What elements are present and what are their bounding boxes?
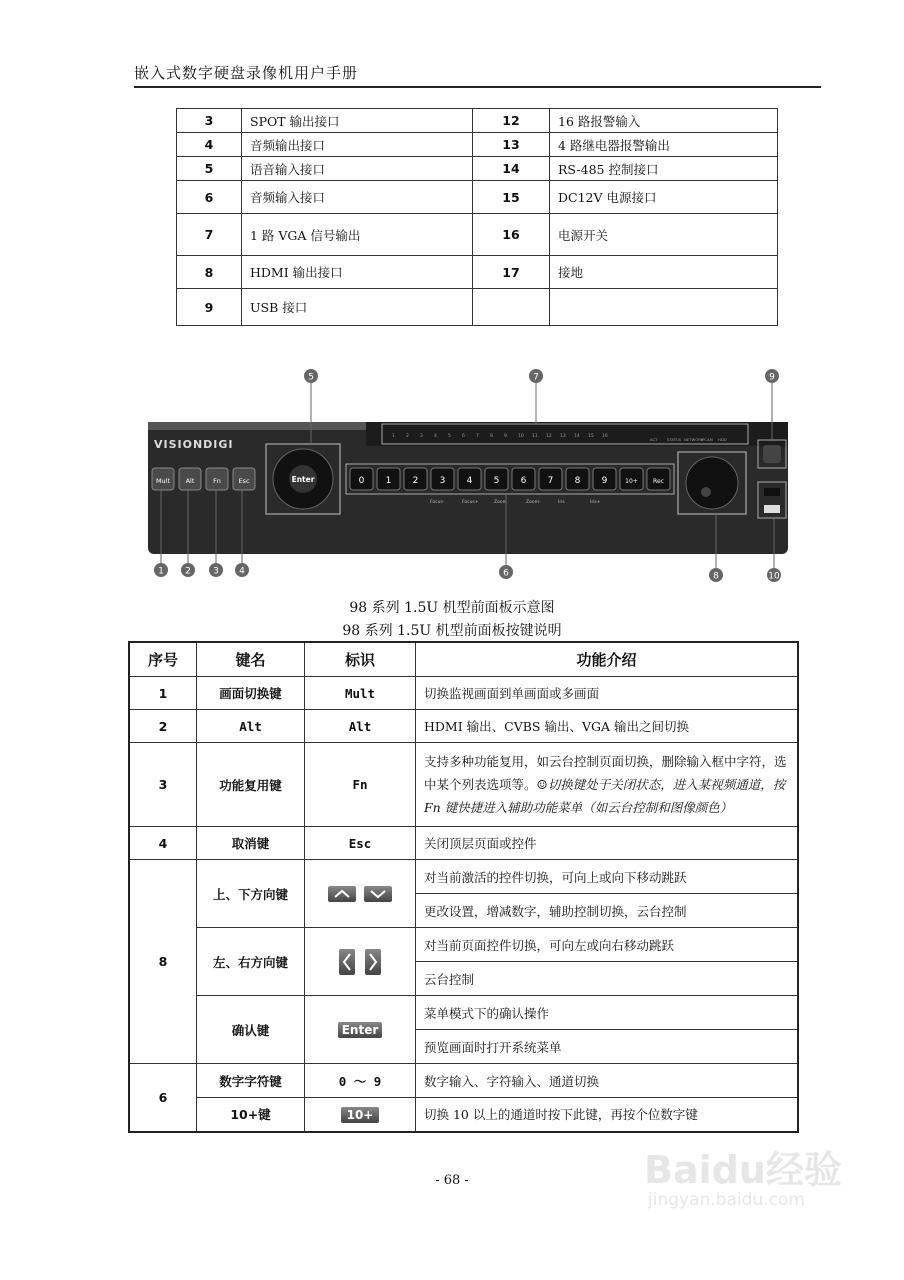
port-number: 16 [473,214,550,256]
callout-number: 1 [158,566,164,577]
watermark-url: jingyan.baidu.com [648,1190,805,1210]
func-label: Focus- [430,500,445,505]
tenplus-key-icon: 10+ [341,1107,380,1123]
jog-wheel [686,457,738,509]
led-label: 16 [602,434,608,439]
port-number: 7 [177,214,242,256]
header-rule [134,86,821,88]
led-label: 7 [476,434,479,439]
row-desc: 预览画面时打开系统菜单 [416,1030,799,1064]
leftright-key-image [305,928,416,996]
front-panel-illustration [130,360,790,590]
number-key-label: 8 [574,476,581,486]
table-row [129,1064,798,1098]
port-name: 音频输出接口 [242,133,473,157]
row-name: 数字字符键 [197,1064,305,1098]
number-key-label: 6 [520,476,527,486]
row-desc: 切换 10 以上的通道时按下此键，再按个位数字键 [416,1098,799,1132]
table-row [129,710,798,743]
led-label: 3 [420,434,423,439]
table-row [129,928,798,962]
func-label: Zoom- [526,500,541,505]
header-desc: 功能介绍 [416,642,799,677]
row-no: 1 [129,677,197,710]
watermark-brand: Baidu经验 [644,1148,842,1192]
jog-knob [701,487,711,497]
row-no: 2 [129,710,197,743]
led-label: 15 [588,434,594,439]
number-key-label: 9 [601,476,608,486]
row-desc: 对当前激活的控件切换，可向上或向下移动跳跃 [416,860,799,894]
table-row [177,133,778,157]
port-name: SPOT 输出接口 [242,109,473,133]
table-row [177,157,778,181]
table-row [129,743,798,827]
led-label: 13 [560,434,566,439]
func-label: Zoom [494,500,507,505]
port-name: 16 路报警输入 [550,109,778,133]
led-label: 1 [392,434,395,439]
led-label: 2 [406,434,409,439]
arrow-right-icon [365,949,381,975]
led-label: 12 [546,434,552,439]
port-number [473,289,550,326]
port-name: RS-485 控制接口 [550,157,778,181]
status-label: ACT [650,437,658,442]
number-key-label: 0 [358,476,365,486]
row-desc [416,743,799,827]
power-button [763,445,781,463]
row-no: 8 [129,860,197,1064]
port-number: 17 [473,256,550,289]
callout-number: 6 [503,568,509,579]
port-number: 13 [473,133,550,157]
number-key-label: 7 [547,476,554,486]
table-row [129,996,798,1030]
port-number: 4 [177,133,242,157]
arrow-up-icon [328,886,356,902]
led-label: 5 [448,434,451,439]
callout-number: 8 [713,571,719,582]
arrow-left-icon [339,949,355,975]
number-key-label: 5 [493,476,500,486]
brand-logo: VISIONDIGI [154,438,234,451]
port-name [550,289,778,326]
page-number: - 68 - [435,1173,469,1188]
row-name: 左、右方向键 [197,928,305,996]
row-name: 取消键 [197,827,305,860]
led-label: 9 [504,434,507,439]
port-name: 音频输入接口 [242,181,473,214]
watermark [644,1150,842,1210]
enter-key-icon: Enter [338,1022,383,1038]
number-key-label: 1 [385,476,392,486]
number-key-label: Rec [653,478,664,485]
table-row [129,827,798,860]
row-desc: 切换监视画面到单画面或多画面 [416,677,799,710]
header-no: 序号 [129,642,197,677]
port-name: 接地 [550,256,778,289]
row-no: 3 [129,743,197,827]
row-desc: 数字输入、字符输入、通道切换 [416,1064,799,1098]
led-label: 6 [462,434,465,439]
port-number: 3 [177,109,242,133]
port-number: 8 [177,256,242,289]
callout-number: 7 [533,372,539,383]
figure-caption: 98 系列 1.5U 机型前面板示意图 [349,600,555,616]
port-name: 电源开关 [550,214,778,256]
desc-text: 支持多种功能复用，如云台控制页面切换，删除输入框中字符，选中某个列表选项等。 [424,754,787,792]
row-id: Mult [305,677,416,710]
row-name: Alt [197,710,305,743]
updown-key-image [305,860,416,928]
port-name: 1 路 VGA 信号输出 [242,214,473,256]
table-row [129,677,798,710]
callout-number: 3 [213,566,219,577]
row-id: Esc [305,827,416,860]
callout-number: 10 [768,571,780,582]
led-label: 4 [434,434,437,439]
key-description-table [128,641,799,1133]
row-desc: 菜单模式下的确认操作 [416,996,799,1030]
row-no: 4 [129,827,197,860]
status-label: IPCAM [701,437,713,442]
port-number: 5 [177,157,242,181]
row-name: 画面切换键 [197,677,305,710]
page-header: 嵌入式数字硬盘录像机用户手册 [134,64,359,82]
led-label: 14 [574,434,580,439]
port-name: USB 接口 [242,289,473,326]
row-id: Alt [305,710,416,743]
front-button-label: Mult [155,477,171,485]
front-button-label: Alt [185,477,195,485]
rear-panel-table [176,108,778,326]
row-name: 上、下方向键 [197,860,305,928]
table-row [177,181,778,214]
status-label: NETWORK [684,437,704,442]
row-desc: 云台控制 [416,962,799,996]
enter-key-image [305,996,416,1064]
enter-label: Enter [291,475,315,484]
status-label: HDD [718,437,727,442]
table-row [177,256,778,289]
led-label: 11 [532,434,538,439]
row-no: 6 [129,1064,197,1132]
table-caption: 98 系列 1.5U 机型前面板按键说明 [342,623,562,639]
row-name: 确认键 [197,996,305,1064]
arrow-down-icon [364,886,392,902]
port-name: 语音输入接口 [242,157,473,181]
number-key-label: 2 [412,476,419,486]
port-number: 6 [177,181,242,214]
table-row [177,214,778,256]
status-label: STATUS [667,437,682,442]
number-key-label: 3 [439,476,446,486]
row-name: 10+键 [197,1098,305,1132]
table-row [177,109,778,133]
port-number: 12 [473,109,550,133]
port-number: 15 [473,181,550,214]
front-button-label: Esc [238,477,250,485]
led-label: 10 [518,434,524,439]
callout-number: 5 [308,372,314,383]
callout-number: 9 [769,372,775,383]
callout-number: 2 [185,566,191,577]
callout-number: 4 [239,566,245,577]
func-label: Iris+ [590,500,601,505]
table-row [177,289,778,326]
row-desc: 更改设置，增减数字，辅助控制切换，云台控制 [416,894,799,928]
header-id: 标识 [305,642,416,677]
row-name: 功能复用键 [197,743,305,827]
table-row [129,1098,798,1132]
front-button-label: Fn [213,477,221,485]
header-name: 键名 [197,642,305,677]
port-name: HDMI 输出接口 [242,256,473,289]
desc-note: ☺切换键处于关闭状态，进入某视频通道，按 Fn 键快捷进入辅助功能菜单（如云台控制和图像颜色） [424,777,786,815]
port-name: DC12V 电源接口 [550,181,778,214]
row-desc: 关闭顶层页面或控件 [416,827,799,860]
row-id: 0 ～ 9 [305,1064,416,1098]
table-row [129,860,798,894]
number-key-label: 4 [466,476,473,486]
port-number: 9 [177,289,242,326]
row-id: Fn [305,743,416,827]
usb-slot [764,505,780,513]
usb-port [764,488,780,496]
number-key-label: 10+ [625,478,638,485]
tenplus-key-image [305,1098,416,1132]
port-name: 4 路继电器报警输出 [550,133,778,157]
led-label: 8 [490,434,493,439]
port-number: 14 [473,157,550,181]
row-desc: HDMI 输出、CVBS 输出、VGA 输出之间切换 [416,710,799,743]
func-label: Iris [558,500,565,505]
row-desc: 对当前页面控件切换，可向左或向右移动跳跃 [416,928,799,962]
func-label: Focus+ [462,500,479,505]
